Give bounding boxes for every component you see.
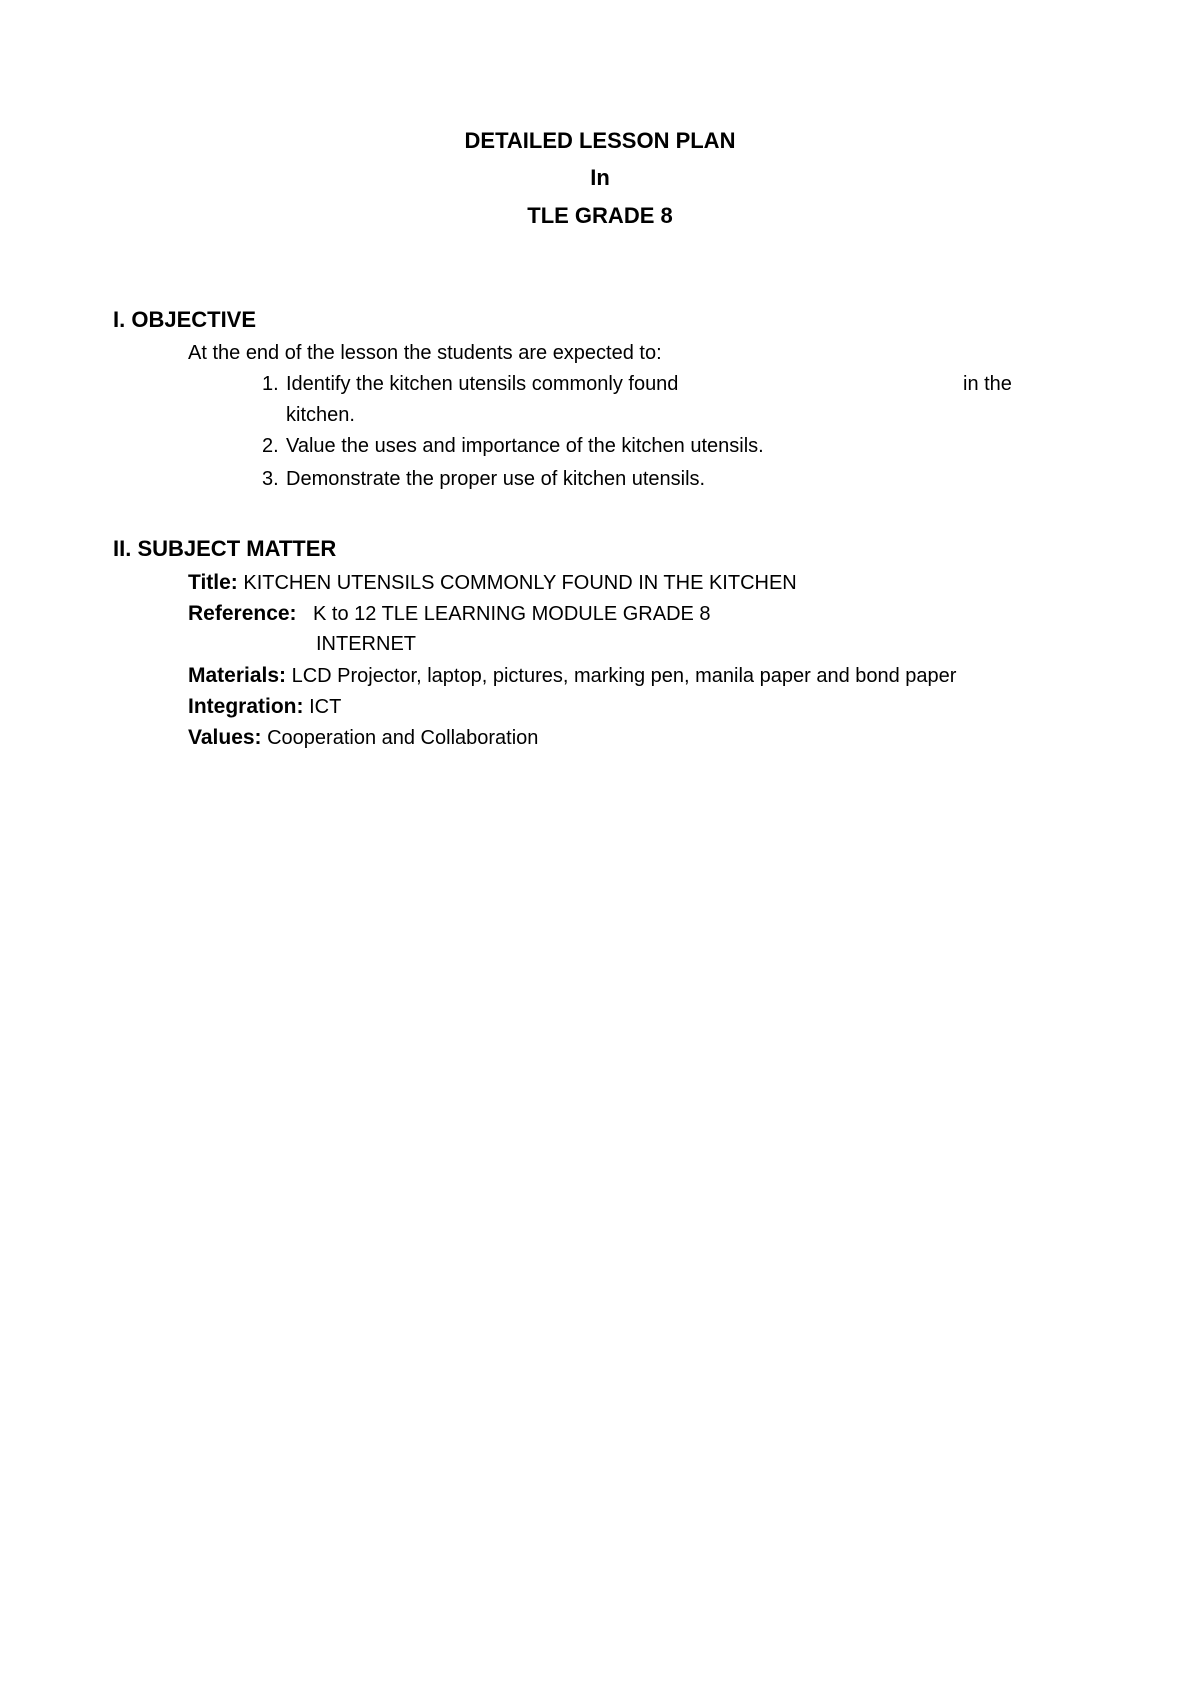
- subject-matter-heading: II. SUBJECT MATTER: [113, 536, 337, 561]
- objective-item-1-number: 1.: [262, 373, 279, 395]
- subject-values-row: [188, 725, 538, 751]
- objective-item-2: Value the uses and importance of the kitchen utensils.: [286, 435, 764, 457]
- objective-intro: At the end of the lesson the students are expected to:: [188, 342, 662, 364]
- objective-item-2-number: 2.: [262, 435, 279, 457]
- subject-integration-label: Integration:: [188, 695, 304, 718]
- objective-item-3-number: 3.: [262, 468, 279, 490]
- objective-item-1-cont: kitchen.: [286, 404, 355, 426]
- objective-heading: I. OBJECTIVE: [113, 307, 257, 332]
- document-title-in: In: [590, 165, 610, 190]
- subject-integration-row: [188, 694, 341, 720]
- subject-title-value: KITCHEN UTENSILS COMMONLY FOUND IN THE KITCHEN: [243, 572, 797, 594]
- subject-integration-value: ICT: [309, 696, 342, 718]
- objective-item-1-right: in the: [963, 373, 1012, 395]
- objective-item-3: Demonstrate the proper use of kitchen utensils.: [286, 468, 706, 490]
- subject-values-label: Values:: [188, 726, 262, 749]
- subject-materials-label: Materials:: [188, 664, 287, 687]
- subject-title-row: [188, 570, 797, 596]
- document-subtitle: TLE GRADE 8: [527, 203, 673, 228]
- subject-materials-row: [188, 663, 956, 689]
- document-title: DETAILED LESSON PLAN: [464, 128, 736, 153]
- subject-reference-value: K to 12 TLE LEARNING MODULE GRADE 8: [313, 603, 711, 625]
- subject-values-value: Cooperation and Collaboration: [267, 727, 539, 749]
- subject-materials-value: LCD Projector, laptop, pictures, marking pen, manila paper and bond paper: [291, 665, 957, 687]
- subject-reference-row: [188, 601, 297, 627]
- subject-reference-label: Reference:: [188, 602, 297, 625]
- objective-item-1: Identify the kitchen utensils commonly found: [286, 373, 679, 395]
- subject-reference-value-2: INTERNET: [316, 633, 416, 655]
- subject-title-label: Title:: [188, 571, 238, 594]
